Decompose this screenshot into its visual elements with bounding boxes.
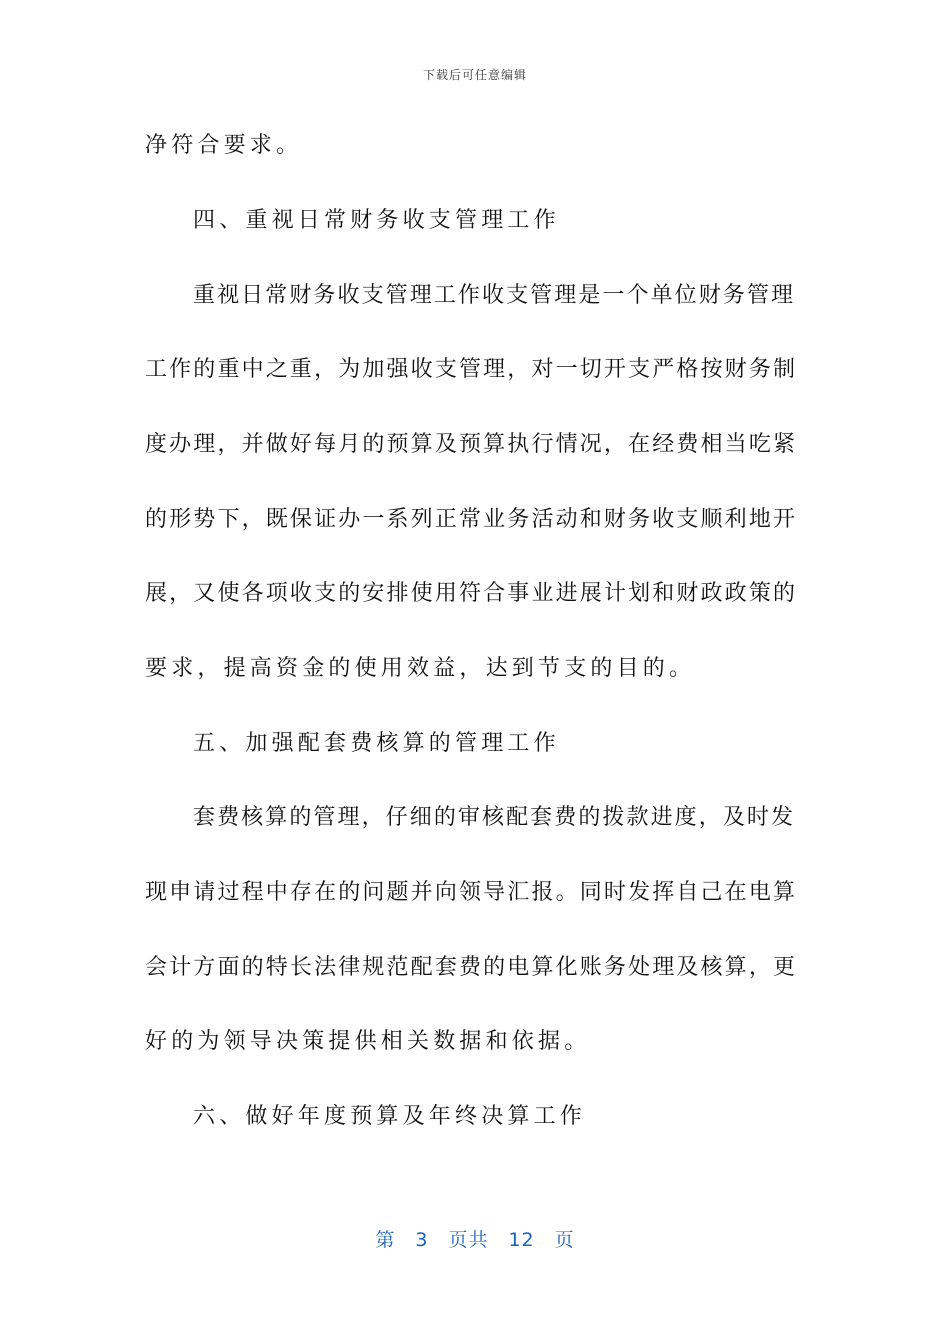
paragraph-line: 度办理，并做好每月的预算及预算执行情况，在经费相当吃紧: [145, 432, 795, 457]
paragraph-line: 净符合要求。: [145, 133, 303, 158]
paragraph-line: 重视日常财务收支管理工作收支管理是一个单位财务管理: [193, 283, 793, 308]
paragraph-line: 好的为领导决策提供相关数据和依据。: [145, 1029, 591, 1054]
total-pages-number: 12: [508, 1229, 535, 1251]
paragraph-line: 套费核算的管理，仔细的审核配套费的拨款进度，及时发: [193, 805, 793, 830]
page-header: 下载后可任意编辑: [422, 68, 527, 82]
paragraph-line: 会计方面的特长法律规范配套费的电算化账务处理及核算，更: [145, 955, 795, 980]
footer-label-end: 页: [554, 1229, 575, 1251]
paragraph-line: 展，又使各项收支的安排使用符合事业进展计划和财政政策的: [145, 581, 795, 606]
current-page-number: 3: [415, 1229, 429, 1251]
footer-label-page: 第: [375, 1229, 396, 1251]
paragraph-line: 工作的重中之重，为加强收支管理，对一切开支严格按财务制: [145, 357, 795, 382]
section-heading: 五、加强配套费核算的管理工作: [193, 731, 560, 756]
page-footer: [0, 1225, 950, 1252]
paragraph-line: 现申请过程中存在的问题并向领导汇报。同时发挥自己在电算: [145, 880, 795, 905]
footer-label-total: 页共: [448, 1229, 489, 1251]
section-heading: 六、做好年度预算及年终决算工作: [193, 1104, 587, 1129]
section-heading: 四、重视日常财务收支管理工作: [193, 208, 560, 233]
paragraph-line: 要求，提高资金的使用效益，达到节支的目的。: [145, 656, 696, 681]
paragraph-line: 的形势下，既保证办一系列正常业务活动和财务收支顺利地开: [145, 507, 795, 532]
